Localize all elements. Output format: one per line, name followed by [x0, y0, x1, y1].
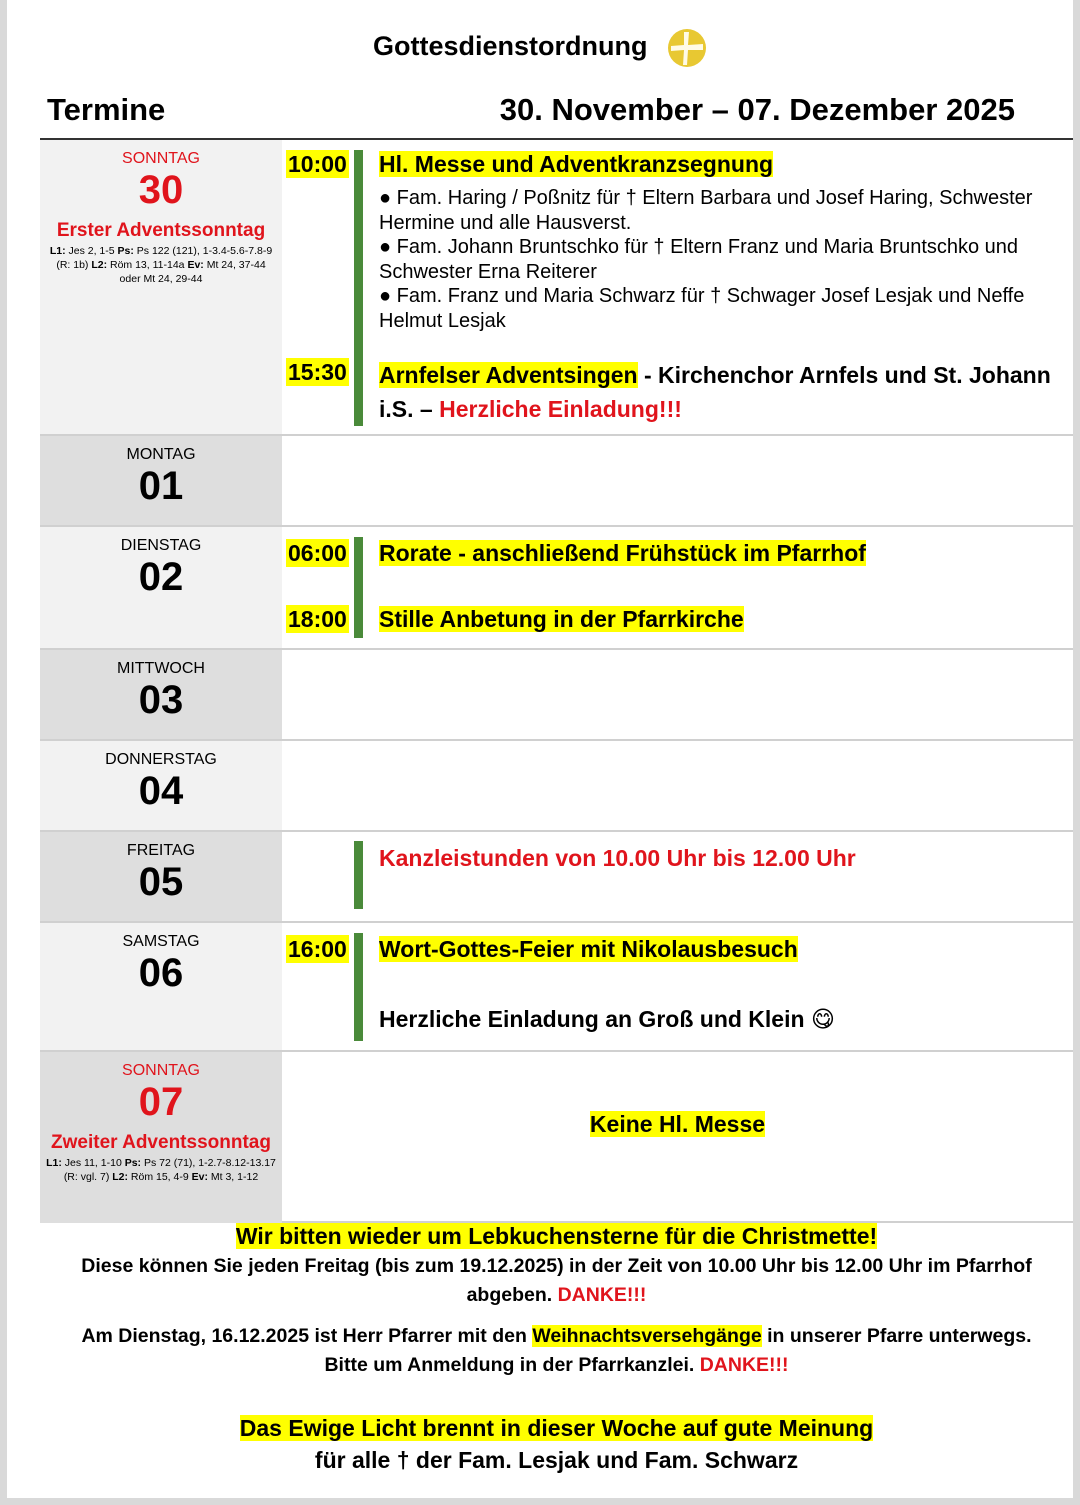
event — [379, 605, 1053, 633]
day-cell — [40, 650, 282, 739]
feast-name: Zweiter Adventssonntag — [51, 1132, 271, 1153]
office-hours-text: Kanzleistunden von 10.00 Uhr bis 12.00 Uhr — [379, 845, 856, 871]
day-row-donnerstag-04 — [40, 741, 1073, 832]
events-cell — [282, 923, 1073, 1050]
event-time: 15:30 — [288, 359, 347, 385]
day-name: MITTWOCH — [117, 660, 205, 677]
page-title: Gottesdienstordnung — [373, 30, 648, 61]
event-title: Arnfelser Adventsingen — [379, 362, 638, 388]
date-range: 30. November – 07. Dezember 2025 — [499, 92, 1015, 127]
day-row-sonntag-30 — [40, 140, 1073, 436]
event-time: 06:00 — [288, 540, 347, 566]
event — [379, 539, 1053, 567]
lebkuchen-title: Wir bitten wieder um Lebkuchensterne für die Christmette! — [235, 1223, 878, 1249]
day-cell — [40, 436, 282, 525]
day-row-dienstag-02 — [40, 527, 1073, 650]
versehgang-text: Am Dienstag, 16.12.2025 ist Herr Pfarrer mit den Weihnachtsversehgänge in unserer Pfarre unterwegs. Bitte um Anmeldung in der Pfarrkanzlei. DANKE!!! — [81, 1325, 1032, 1376]
green-bar — [354, 537, 363, 638]
mass-intention: ● Fam. Johann Bruntschko für † Eltern Franz und Maria Bruntschko und Schwester Erna Reiterer — [379, 236, 1019, 283]
thanks-text: DANKE!!! — [699, 1354, 789, 1376]
day-row-freitag-05 — [40, 832, 1073, 923]
day-number: 05 — [138, 860, 184, 904]
events-cell — [282, 832, 1073, 921]
feast-name: Erster Adventssonntag — [56, 220, 266, 241]
day-number: 04 — [138, 769, 184, 813]
day-number: 01 — [138, 464, 184, 508]
day-name: DIENSTAG — [120, 537, 202, 554]
event-time: 18:00 — [288, 606, 347, 632]
yellow-cross-circle-icon — [667, 28, 707, 68]
events-cell — [282, 140, 1073, 434]
day-number: 06 — [138, 951, 184, 995]
lebkuchen-text: Diese können Sie jeden Freitag (bis zum 19.12.2025) in der Zeit von 10.00 Uhr bis 12.00 Uhr im Pfarrhof abgeben. DANKE!!! — [81, 1255, 1032, 1306]
green-bar — [354, 841, 363, 909]
events-cell — [282, 741, 1073, 830]
day-number: 30 — [138, 168, 184, 212]
section-label: Termine — [47, 92, 166, 127]
event-title: Rorate - anschließend Frühstück im Pfarrhof — [379, 540, 866, 566]
event-title: Stille Anbetung in der Pfarrkirche — [379, 606, 744, 632]
event-time: 16:00 — [288, 936, 347, 962]
day-name: FREITAG — [126, 842, 196, 859]
invitation-text: Herzliche Einladung!!! — [439, 396, 682, 422]
events-cell — [282, 650, 1073, 739]
mass-intention: ● Fam. Haring / Poßnitz für † Eltern Barbara und Josef Haring, Schwester Hermine und alle Hausverst. — [379, 187, 1033, 234]
title-row — [7, 26, 1073, 66]
day-number: 03 — [138, 678, 184, 722]
schedule-table — [40, 140, 1073, 1223]
day-cell — [40, 832, 282, 921]
day-name: MONTAG — [126, 446, 196, 463]
day-row-montag-01 — [40, 436, 1073, 527]
liturgy-readings: L1: Jes 2, 1-5 Ps: Ps 122 (121), 1-3.4-5.6-7.8-9 (R: 1b) L2: Röm 13, 11-14a Ev: Mt 24, 37-44 oder Mt 24, 29-44 — [49, 245, 273, 285]
day-cell — [40, 741, 282, 830]
day-row-mittwoch-03 — [40, 650, 1073, 741]
eternal-light-title: Das Ewige Licht brennt in dieser Woche auf gute Meinung — [239, 1415, 874, 1441]
day-cell — [40, 140, 282, 434]
day-name: SONNTAG — [122, 150, 200, 167]
event — [379, 935, 1053, 963]
day-name: SAMSTAG — [122, 933, 200, 950]
eternal-light-text: für alle † der Fam. Lesjak und Fam. Schwarz — [314, 1447, 799, 1473]
green-bar — [354, 933, 363, 1041]
green-bar — [354, 150, 363, 426]
day-number: 07 — [138, 1080, 184, 1124]
events-cell — [282, 1052, 1073, 1223]
day-number: 02 — [138, 555, 184, 599]
mass-intention: ● Fam. Franz und Maria Schwarz für † Schwager Josef Lesjak und Neffe Helmut Lesjak — [379, 285, 1025, 332]
events-cell — [282, 436, 1073, 525]
no-mass-notice: Keine Hl. Messe — [589, 1111, 766, 1137]
thanks-text: DANKE!!! — [557, 1284, 647, 1306]
bulletin-page — [7, 0, 1073, 1498]
liturgy-readings: L1: Jes 11, 1-10 Ps: Ps 72 (71), 1-2.7-8.12-13.17 (R: vgl. 7) L2: Röm 15, 4-9 Ev: Mt 3, 1-12 — [46, 1157, 276, 1183]
day-name: DONNERSTAG — [105, 751, 217, 768]
events-cell — [282, 527, 1073, 648]
day-cell — [40, 923, 282, 1050]
event-subtitle: Herzliche Einladung an Groß und Klein 😋 — [379, 1006, 835, 1033]
day-row-samstag-06 — [40, 923, 1073, 1052]
day-name: SONNTAG — [122, 1062, 200, 1079]
event-time: 10:00 — [288, 151, 347, 177]
event — [379, 150, 1053, 333]
day-cell — [40, 527, 282, 648]
event-title: Hl. Messe und Adventkranzsegnung — [379, 151, 774, 177]
day-cell — [40, 1052, 282, 1223]
event-title: Wort-Gottes-Feier mit Nikolausbesuch — [379, 936, 798, 962]
day-row-sonntag-07 — [40, 1052, 1073, 1223]
section-header — [40, 92, 1073, 140]
event: Arnfelser Adventsingen - Kirchenchor Arnfels und St. Johann i.S. – Herzliche Einladung!!! — [379, 362, 1051, 422]
announcements — [40, 1222, 1073, 1474]
smiley-icon: 😋 — [810, 1007, 835, 1033]
